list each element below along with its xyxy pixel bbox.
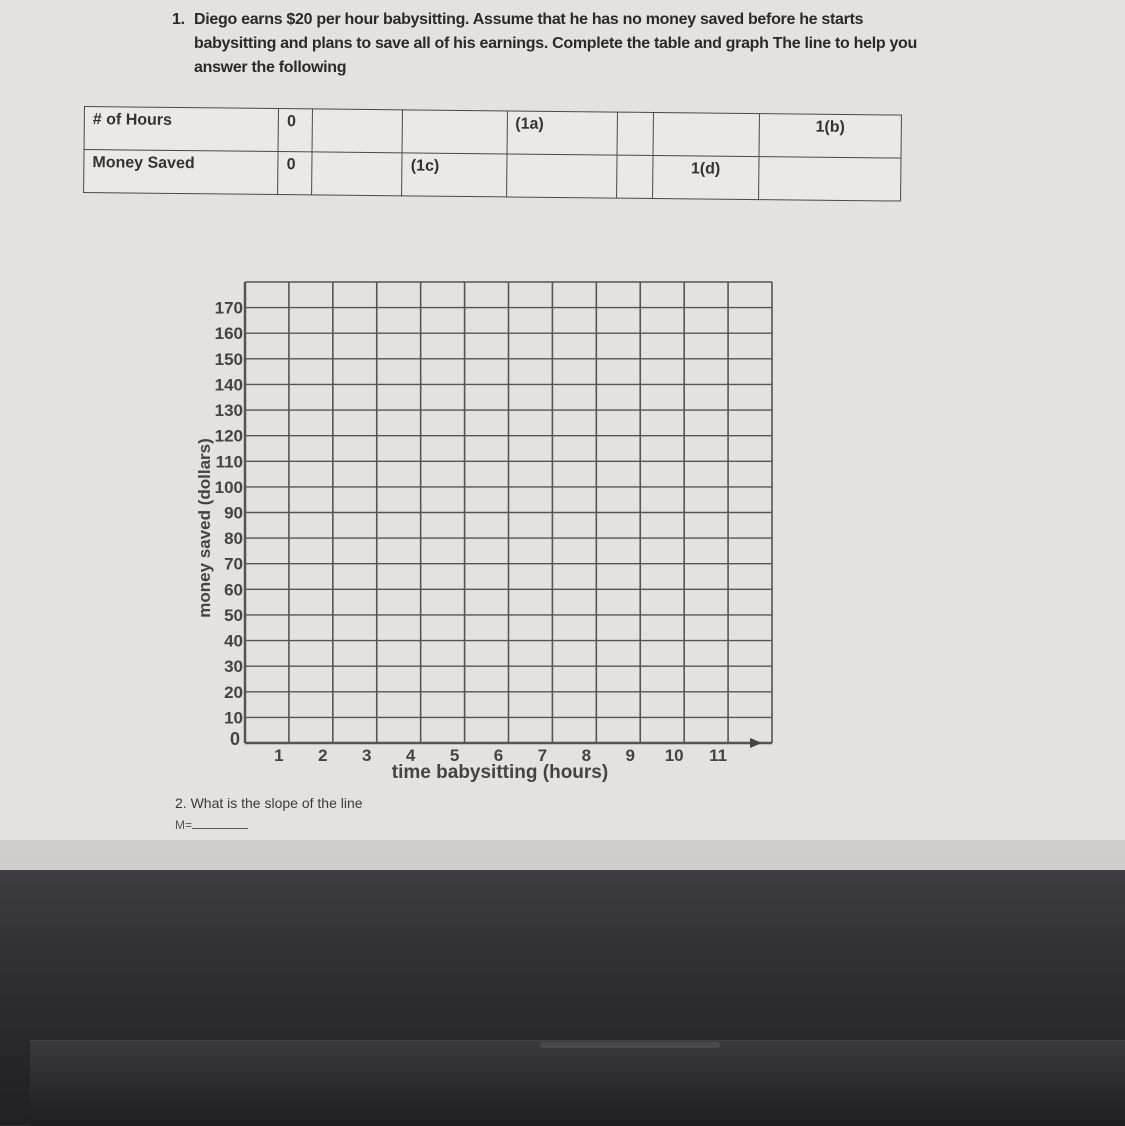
table-cell	[312, 152, 403, 196]
slope-answer	[175, 818, 248, 832]
y-tick-label: 30	[224, 657, 243, 677]
x-tick-label: 1	[274, 746, 284, 765]
y-tick-labels	[215, 299, 243, 728]
table-cell: (1c)	[402, 153, 507, 197]
x-axis-arrow	[750, 738, 762, 748]
table-cell	[312, 109, 403, 153]
table-cell: 0	[278, 109, 312, 152]
slope-answer-prefix: M=	[175, 818, 193, 832]
question-2: 2. What is the slope of the line	[175, 795, 363, 811]
table-cell: 1(d)	[652, 155, 759, 199]
question-1-text: Diego earns $20 per hour babysitting. Assume that he has no money saved before he starts babysitting and plans to save all of his earnings. Complete the table and graph The line to help you answer the following	[194, 11, 918, 76]
x-tick-label: 10	[664, 746, 684, 765]
table-cell	[616, 155, 652, 198]
y-tick-label: 150	[214, 349, 243, 369]
graph	[190, 270, 790, 790]
x-tick-label: 8	[581, 746, 592, 765]
x-axis-label: time babysitting (hours)	[391, 762, 609, 783]
table-cell: 0	[278, 152, 312, 195]
y-axis-label: money saved (dollars)	[195, 438, 214, 618]
table-cell: (1a)	[507, 111, 618, 155]
x-tick-label: 11	[709, 746, 728, 765]
table-cell	[402, 110, 507, 154]
y-tick-label: 60	[224, 580, 243, 600]
x-tick-label: 5	[449, 746, 460, 765]
x-tick-label: 7	[537, 746, 548, 765]
x-tick-label: 6	[493, 746, 504, 765]
y-tick-label: 40	[224, 631, 243, 651]
table-cell	[653, 112, 760, 156]
y-tick-label: 70	[224, 554, 243, 574]
slope-answer-blank[interactable]	[192, 818, 248, 829]
y-tick-label: 50	[224, 605, 243, 625]
x-tick-label: 9	[625, 746, 635, 765]
y-tick-label: 130	[214, 401, 243, 421]
table-cell	[617, 112, 653, 155]
table-row	[84, 150, 901, 202]
y-tick-label: 90	[224, 503, 243, 523]
origin-label: 0	[229, 729, 241, 749]
row-header: Money Saved	[84, 150, 279, 195]
row-header: # of Hours	[84, 107, 279, 152]
table-cell: 1(b)	[759, 114, 902, 158]
question-1	[172, 8, 932, 80]
x-tick-label: 2	[318, 746, 328, 765]
bezel-notch	[540, 1042, 720, 1048]
table-cell	[758, 157, 901, 201]
y-tick-label: 120	[214, 426, 243, 446]
x-tick-label: 4	[405, 746, 416, 765]
y-tick-label: 140	[214, 375, 243, 395]
y-tick-label: 170	[214, 298, 243, 318]
y-tick-label: 10	[224, 708, 243, 728]
y-tick-label: 20	[224, 682, 243, 702]
y-tick-label: 110	[215, 452, 243, 472]
data-table	[83, 106, 902, 202]
y-tick-label: 80	[224, 529, 243, 549]
y-tick-label: 160	[214, 324, 243, 344]
y-tick-label: 100	[214, 477, 243, 497]
table-cell	[506, 154, 617, 198]
monitor-stand-edge	[30, 1040, 1125, 1126]
x-tick-label: 3	[362, 746, 372, 765]
grid	[245, 282, 772, 743]
question-1-number: 1.	[172, 11, 185, 28]
